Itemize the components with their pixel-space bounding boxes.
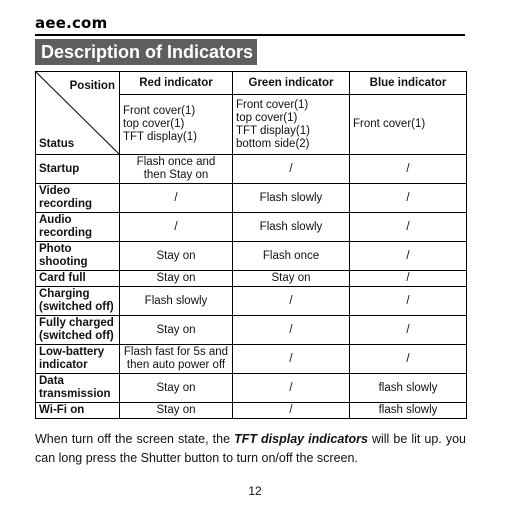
table-row — [36, 403, 467, 419]
status-cell: Charging (switched off) — [36, 287, 120, 316]
status-cell: Photo shooting — [36, 242, 120, 271]
green-cell: Flash slowly — [233, 213, 350, 242]
red-cell: / — [120, 213, 233, 242]
note-text-end: will be lit up. you can long press the Shutter button to turn on/off the screen. — [35, 432, 466, 465]
corner-cell — [36, 72, 120, 155]
blue-cell: flash slowly — [350, 374, 467, 403]
brand-logo: aee.com — [35, 14, 108, 32]
status-cell: Audio recording — [36, 213, 120, 242]
note-text-start: When turn off the screen state, the — [35, 432, 235, 446]
status-cell: Fully charged (switched off) — [36, 316, 120, 345]
header-red: Red indicator — [120, 72, 233, 95]
green-cell: / — [233, 316, 350, 345]
blue-cell: / — [350, 316, 467, 345]
blue-cell: / — [350, 271, 467, 287]
table-row — [36, 213, 467, 242]
red-cell: Flash once and then Stay on — [120, 155, 233, 184]
status-cell: Video recording — [36, 184, 120, 213]
section-title: Description of Indicators — [35, 39, 257, 65]
table-row — [36, 155, 467, 184]
indicator-table — [35, 71, 467, 419]
note-emphasis: TFT display indicators — [234, 432, 368, 446]
corner-status-label: Status — [39, 138, 75, 150]
blue-cell: / — [350, 287, 467, 316]
blue-cell: / — [350, 213, 467, 242]
header-green: Green indicator — [233, 72, 350, 95]
table-row — [36, 345, 467, 374]
green-locations: Front cover(1) top cover(1) TFT display(1) bottom side(2) — [233, 95, 350, 155]
red-locations: Front cover(1) top cover(1) TFT display(1) — [120, 95, 233, 155]
status-cell: Card full — [36, 271, 120, 287]
status-cell: Low-battery indicator — [36, 345, 120, 374]
red-cell: Flash slowly — [120, 287, 233, 316]
table-row — [36, 316, 467, 345]
green-cell: / — [233, 403, 350, 419]
status-cell: Wi-Fi on — [36, 403, 120, 419]
red-cell: Flash fast for 5s and then auto power off — [120, 345, 233, 374]
page-number: 12 — [248, 484, 262, 498]
green-cell: / — [233, 287, 350, 316]
red-cell: Stay on — [120, 271, 233, 287]
green-cell: Flash slowly — [233, 184, 350, 213]
red-cell: Stay on — [120, 374, 233, 403]
green-cell: Stay on — [233, 271, 350, 287]
green-cell: Flash once — [233, 242, 350, 271]
blue-locations: Front cover(1) — [350, 95, 467, 155]
green-cell: / — [233, 374, 350, 403]
status-cell: Data transmission — [36, 374, 120, 403]
red-cell: Stay on — [120, 242, 233, 271]
table-header-row — [36, 72, 467, 95]
screen-note-paragraph — [35, 430, 466, 468]
table-row — [36, 374, 467, 403]
green-cell: / — [233, 345, 350, 374]
header-rule — [35, 34, 465, 36]
header-blue: Blue indicator — [350, 72, 467, 95]
blue-cell: / — [350, 184, 467, 213]
blue-cell: flash slowly — [350, 403, 467, 419]
status-cell: Startup — [36, 155, 120, 184]
red-cell: / — [120, 184, 233, 213]
corner-position-label: Position — [69, 80, 115, 92]
blue-cell: / — [350, 155, 467, 184]
table-row — [36, 271, 467, 287]
green-cell: / — [233, 155, 350, 184]
table-row — [36, 184, 467, 213]
blue-cell: / — [350, 345, 467, 374]
table-row — [36, 242, 467, 271]
red-cell: Stay on — [120, 316, 233, 345]
table-row — [36, 287, 467, 316]
blue-cell: / — [350, 242, 467, 271]
red-cell: Stay on — [120, 403, 233, 419]
